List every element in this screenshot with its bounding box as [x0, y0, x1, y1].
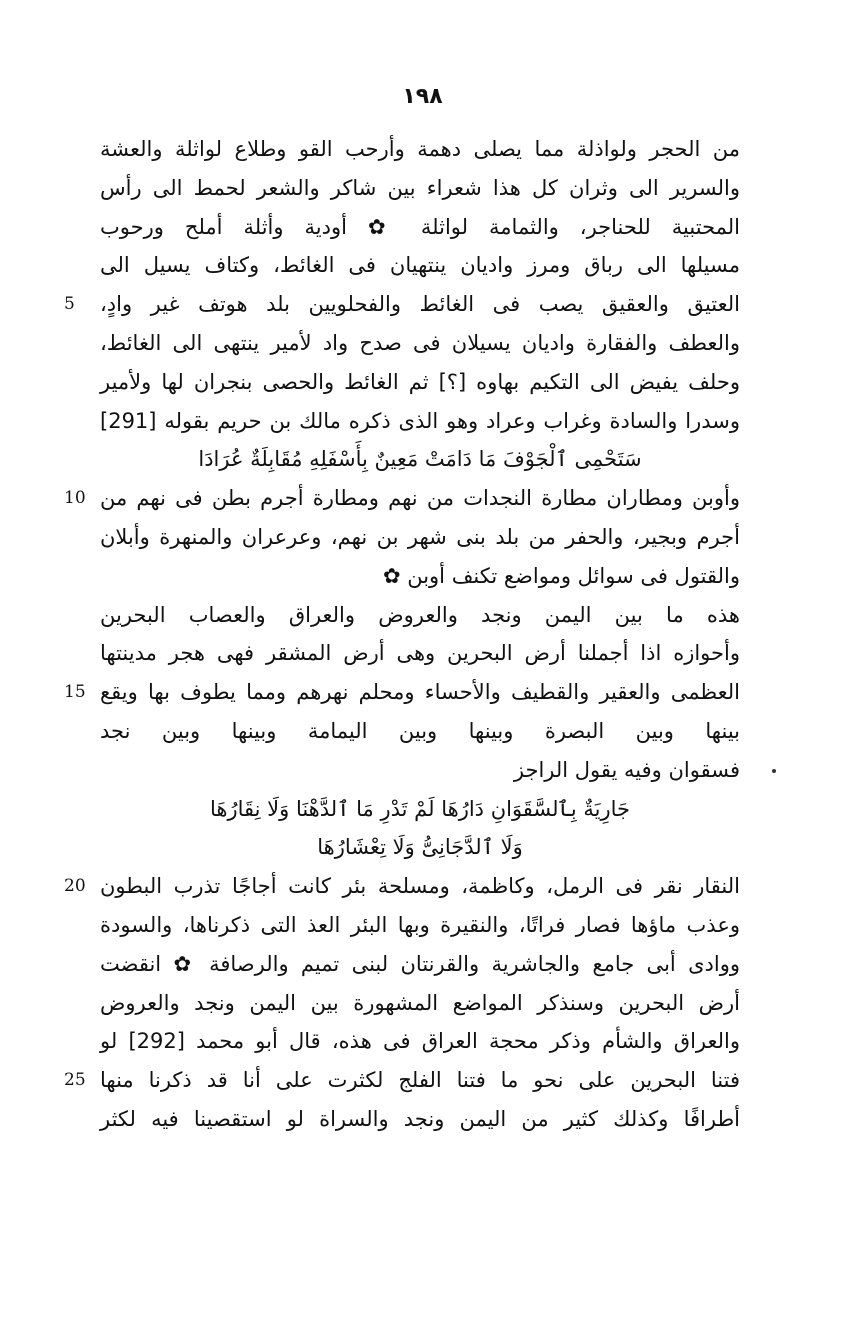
text-line [64, 867, 740, 906]
line-text: مسيلها الى رباق ومرز واديان ينتهيان فى الغائط، وكتاف يسيل الى [100, 253, 740, 278]
line-text: والعطف والفقارة واديان يسيلان فى صدح واد لأمير ينتهى الى الغائط، [100, 330, 740, 355]
line-number: 10 [64, 488, 86, 509]
line-text: جَارِيَةٌ بِٱلسَّقَوَانِ دَارُهَا لَمْ تَدْرِ مَا ٱلدَّهْنَا وَلَا نِقَارُهَا [210, 796, 630, 821]
line-text: المحتبية للحناجر، والثمامة لواثلة ✿ أودية وأثلة أملح ورحوب [100, 214, 740, 239]
line-text: هذه ما بين اليمن ونجد والعروض والعراق والعصاب البحرين [100, 602, 740, 627]
line-text: أجرم وبجير، والحفر من بلد بنى شهر بن نهم، وعرعران والمنهرة وأبلان [100, 524, 740, 549]
text-line [100, 751, 740, 790]
text-line [100, 130, 740, 169]
line-text: فسقوان وفيه يقول الراجز [513, 757, 740, 782]
line-text: وَلَا ٱلدَّجَانِىُّ وَلَا تِعْشَارُهَا [317, 835, 523, 860]
line-text: والعراق والشأم وذكر محجة العراق فى هذه، قال أبو محمد [292] لو [100, 1029, 740, 1054]
text-line [100, 324, 740, 363]
line-text: العتيق والعقيق يصب فى الغائط والفحلويين بلد هوتف غير وادٍ، [100, 292, 740, 317]
text-line [100, 1100, 740, 1139]
text-line [100, 634, 740, 673]
text-line [100, 906, 740, 945]
line-text: وحلف يفيض الى التكيم بهاوه [؟] ثم الغائط والحصى بنجران لها ولأمير [100, 369, 740, 394]
text-line [100, 246, 740, 285]
verse-line [100, 440, 740, 479]
line-text: والقتول فى سوائل ومواضع تكنف أوبن ✿ [382, 563, 740, 588]
text-line [100, 984, 740, 1023]
text-line [100, 169, 740, 208]
text-line [64, 1061, 740, 1100]
verse-line [100, 790, 740, 829]
margin-mark [772, 769, 776, 773]
text-line [64, 285, 740, 324]
verse-line [100, 828, 740, 867]
text-line [64, 673, 740, 712]
text-line [100, 518, 740, 557]
line-text: سَتَحْمِى ٱلْجَوْفَ مَا دَامَتْ مَعِينٌ بِأَسْفَلِهِ مُقَابِلَةٌ عُرَادَا [198, 447, 642, 472]
text-body [64, 130, 740, 1139]
line-text: بينها وبين البصرة وبينها وبين اليمامة وبينها وبين نجد [100, 718, 740, 743]
line-number: 25 [64, 1070, 86, 1091]
line-text: فتنا البحرين على نحو ما فتنا الفلج لكثرت على أنا قد ذكرنا منها [100, 1068, 740, 1093]
line-text: النقار نقر فى الرمل، وكاظمة، ومسلحة بئر كانت أجاجًا تذرب البطون [100, 874, 740, 899]
line-text: من الحجر ولواذلة مما يصلى دهمة وأرحب القو وطلاع لواثلة والعشة [100, 137, 740, 161]
text-line [100, 208, 740, 247]
line-text: وسدرا والسادة وغراب وعراد وهو الذى ذكره مالك بن حريم بقوله [291] [100, 408, 740, 433]
text-line [100, 596, 740, 635]
text-line [100, 402, 740, 441]
line-text: وأحوازه اذا أجملنا أرض البحرين وهى أرض المشقر فهى هجر مدينتها [100, 641, 740, 666]
line-text: وعذب ماؤها فصار فراتًا، والنقيرة وبها البئر العذ التى ذكرناها، والسودة [100, 912, 740, 937]
text-line [100, 712, 740, 751]
line-number: 5 [64, 294, 75, 315]
text-line [100, 557, 740, 596]
line-text: والسرير الى وثران كل هذا شعراء بين شاكر والشعر لحمط الى رأس [100, 175, 740, 200]
line-text: العظمى والعقير والقطيف والأحساء ومحلم نهرهم ومما يطوف بها ويقع [100, 680, 740, 705]
line-number: 15 [64, 682, 86, 703]
line-text: أطرافًا وكذلك كثير من اليمن ونجد والسراة لو استقصينا فيه لكثر [100, 1106, 740, 1131]
text-line [64, 479, 740, 518]
text-line [100, 363, 740, 402]
line-number: 20 [64, 876, 86, 897]
text-line [100, 1022, 740, 1061]
line-text: ووادى أبى جامع والجاشرية والقرنتان لبنى تميم والرصافة ✿ انقضت [100, 951, 740, 976]
line-text: وأوبن ومطاران مطارة النجدات من نهم ومطارة أجرم بطن فى نهم من [100, 486, 740, 511]
page-number: ١٩٨ [402, 84, 443, 109]
line-text: أرض البحرين وسنذكر المواضع المشهورة بين اليمن ونجد والعروض [100, 990, 740, 1015]
text-line [100, 945, 740, 984]
